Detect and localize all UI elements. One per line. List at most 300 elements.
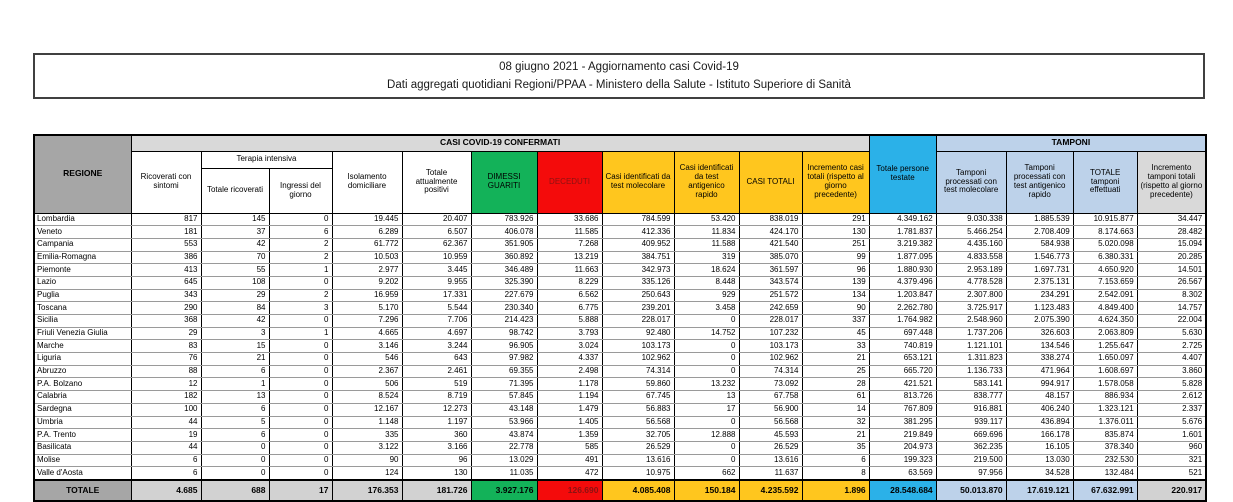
value-cell: 335 bbox=[332, 429, 402, 442]
value-cell: 3.860 bbox=[1137, 365, 1206, 378]
value-cell: 0 bbox=[269, 315, 332, 328]
value-cell: 139 bbox=[802, 276, 869, 289]
header-incremento-tamponi: Incremento tamponi totali (rispetto al giorno precedente) bbox=[1137, 151, 1206, 213]
value-cell: 10.975 bbox=[602, 467, 674, 480]
total-value-cell: 67.632.991 bbox=[1073, 480, 1137, 501]
value-cell: 59.860 bbox=[602, 378, 674, 391]
value-cell: 22.778 bbox=[471, 441, 537, 454]
value-cell: 34.447 bbox=[1137, 213, 1206, 226]
value-cell: 21 bbox=[802, 429, 869, 442]
table-row bbox=[34, 454, 1206, 467]
header-casi-totali: CASI TOTALI bbox=[739, 151, 802, 213]
value-cell: 4.435.160 bbox=[936, 238, 1006, 251]
value-cell: 134.546 bbox=[1006, 340, 1073, 353]
table-row bbox=[34, 429, 1206, 442]
value-cell: 102.962 bbox=[602, 353, 674, 366]
value-cell: 0 bbox=[269, 213, 332, 226]
value-cell: 409.952 bbox=[602, 238, 674, 251]
value-cell: 16.105 bbox=[1006, 441, 1073, 454]
value-cell: 3.445 bbox=[402, 264, 471, 277]
value-cell: 1.136.733 bbox=[936, 365, 1006, 378]
value-cell: 1.359 bbox=[537, 429, 602, 442]
value-cell: 44 bbox=[131, 441, 201, 454]
value-cell: 1.601 bbox=[1137, 429, 1206, 442]
value-cell: 838.019 bbox=[739, 213, 802, 226]
value-cell: 74.314 bbox=[739, 365, 802, 378]
value-cell: 17 bbox=[674, 403, 739, 416]
value-cell: 472 bbox=[537, 467, 602, 480]
total-value-cell: 17 bbox=[269, 480, 332, 501]
total-label-cell: TOTALE bbox=[34, 480, 131, 501]
value-cell: 291 bbox=[802, 213, 869, 226]
value-cell: 130 bbox=[402, 467, 471, 480]
value-cell: 5.676 bbox=[1137, 416, 1206, 429]
value-cell: 26.529 bbox=[739, 441, 802, 454]
value-cell: 96 bbox=[402, 454, 471, 467]
value-cell: 84 bbox=[201, 302, 269, 315]
table-row bbox=[34, 441, 1206, 454]
value-cell: 413 bbox=[131, 264, 201, 277]
value-cell: 406.240 bbox=[1006, 403, 1073, 416]
value-cell: 70 bbox=[201, 251, 269, 264]
value-cell: 3.024 bbox=[537, 340, 602, 353]
value-cell: 360.892 bbox=[471, 251, 537, 264]
total-value-cell: 220.917 bbox=[1137, 480, 1206, 501]
table-row bbox=[34, 391, 1206, 404]
header-isolamento: Isolamento domiciliare bbox=[332, 151, 402, 213]
value-cell: 8.174.663 bbox=[1073, 226, 1137, 239]
value-cell: 817 bbox=[131, 213, 201, 226]
value-cell: 15 bbox=[201, 340, 269, 353]
value-cell: 204.973 bbox=[869, 441, 936, 454]
region-cell: Puglia bbox=[34, 289, 131, 302]
value-cell: 2.725 bbox=[1137, 340, 1206, 353]
value-cell: 34.528 bbox=[1006, 467, 1073, 480]
value-cell: 43.874 bbox=[471, 429, 537, 442]
value-cell: 0 bbox=[674, 365, 739, 378]
table-row bbox=[34, 467, 1206, 480]
value-cell: 3.793 bbox=[537, 327, 602, 340]
value-cell: 15.094 bbox=[1137, 238, 1206, 251]
region-cell: P.A. Trento bbox=[34, 429, 131, 442]
region-cell: Piemonte bbox=[34, 264, 131, 277]
value-cell: 63.569 bbox=[869, 467, 936, 480]
value-cell: 337 bbox=[802, 315, 869, 328]
value-cell: 4.665 bbox=[332, 327, 402, 340]
value-cell: 29 bbox=[131, 327, 201, 340]
value-cell: 42 bbox=[201, 315, 269, 328]
value-cell: 1.479 bbox=[537, 403, 602, 416]
value-cell: 3.166 bbox=[402, 441, 471, 454]
value-cell: 471.964 bbox=[1006, 365, 1073, 378]
value-cell: 583.141 bbox=[936, 378, 1006, 391]
header-tamponi-totale: TOTALE tamponi effettuati bbox=[1073, 151, 1137, 213]
value-cell: 108 bbox=[201, 276, 269, 289]
value-cell: 28 bbox=[802, 378, 869, 391]
value-cell: 4.697 bbox=[402, 327, 471, 340]
region-cell: Basilicata bbox=[34, 441, 131, 454]
value-cell: 20.407 bbox=[402, 213, 471, 226]
value-cell: 96.905 bbox=[471, 340, 537, 353]
value-cell: 8.229 bbox=[537, 276, 602, 289]
value-cell: 12 bbox=[131, 378, 201, 391]
header-terapia-ingressi: Ingressi del giorno bbox=[269, 168, 332, 213]
value-cell: 61 bbox=[802, 391, 869, 404]
value-cell: 45.593 bbox=[739, 429, 802, 442]
value-cell: 26.529 bbox=[602, 441, 674, 454]
covid-table bbox=[33, 134, 1207, 502]
region-cell: Toscana bbox=[34, 302, 131, 315]
table-row bbox=[34, 264, 1206, 277]
value-cell: 1.376.011 bbox=[1073, 416, 1137, 429]
value-cell: 6.507 bbox=[402, 226, 471, 239]
value-cell: 1.121.101 bbox=[936, 340, 1006, 353]
value-cell: 32.705 bbox=[602, 429, 674, 442]
value-cell: 2 bbox=[269, 251, 332, 264]
value-cell: 53.966 bbox=[471, 416, 537, 429]
value-cell: 33.686 bbox=[537, 213, 602, 226]
value-cell: 1.650.097 bbox=[1073, 353, 1137, 366]
value-cell: 2 bbox=[269, 289, 332, 302]
region-cell: Marche bbox=[34, 340, 131, 353]
value-cell: 2.612 bbox=[1137, 391, 1206, 404]
value-cell: 643 bbox=[402, 353, 471, 366]
value-cell: 83 bbox=[131, 340, 201, 353]
value-cell: 412.336 bbox=[602, 226, 674, 239]
region-cell: Molise bbox=[34, 454, 131, 467]
header-ricoverati: Ricoverati con sintomi bbox=[131, 151, 201, 213]
value-cell: 4.407 bbox=[1137, 353, 1206, 366]
value-cell: 1.781.837 bbox=[869, 226, 936, 239]
value-cell: 11.834 bbox=[674, 226, 739, 239]
table-row bbox=[34, 403, 1206, 416]
header-band-confermati: CASI COVID-19 CONFERMATI bbox=[131, 135, 869, 151]
value-cell: 1.123.483 bbox=[1006, 302, 1073, 315]
value-cell: 1.203.847 bbox=[869, 289, 936, 302]
value-cell: 11.588 bbox=[674, 238, 739, 251]
value-cell: 519 bbox=[402, 378, 471, 391]
value-cell: 994.917 bbox=[1006, 378, 1073, 391]
value-cell: 1.578.058 bbox=[1073, 378, 1137, 391]
value-cell: 319 bbox=[674, 251, 739, 264]
value-cell: 546 bbox=[332, 353, 402, 366]
value-cell: 35 bbox=[802, 441, 869, 454]
value-cell: 242.659 bbox=[739, 302, 802, 315]
value-cell: 2.542.091 bbox=[1073, 289, 1137, 302]
value-cell: 13.029 bbox=[471, 454, 537, 467]
value-cell: 0 bbox=[269, 416, 332, 429]
value-cell: 5.828 bbox=[1137, 378, 1206, 391]
value-cell: 5.630 bbox=[1137, 327, 1206, 340]
value-cell: 92.480 bbox=[602, 327, 674, 340]
value-cell: 62.367 bbox=[402, 238, 471, 251]
region-cell: Campania bbox=[34, 238, 131, 251]
value-cell: 6 bbox=[131, 454, 201, 467]
value-cell: 19 bbox=[131, 429, 201, 442]
value-cell: 6 bbox=[131, 467, 201, 480]
value-cell: 44 bbox=[131, 416, 201, 429]
value-cell: 6 bbox=[802, 454, 869, 467]
total-value-cell: 150.184 bbox=[674, 480, 739, 501]
value-cell: 99 bbox=[802, 251, 869, 264]
value-cell: 12.167 bbox=[332, 403, 402, 416]
value-cell: 100 bbox=[131, 403, 201, 416]
value-cell: 145 bbox=[201, 213, 269, 226]
value-cell: 182 bbox=[131, 391, 201, 404]
value-cell: 0 bbox=[269, 429, 332, 442]
table-header bbox=[34, 135, 1206, 213]
value-cell: 384.751 bbox=[602, 251, 674, 264]
value-cell: 813.726 bbox=[869, 391, 936, 404]
region-cell: Umbria bbox=[34, 416, 131, 429]
value-cell: 6.562 bbox=[537, 289, 602, 302]
value-cell: 506 bbox=[332, 378, 402, 391]
value-cell: 61.772 bbox=[332, 238, 402, 251]
value-cell: 2.337 bbox=[1137, 403, 1206, 416]
value-cell: 1.148 bbox=[332, 416, 402, 429]
region-cell: Sardegna bbox=[34, 403, 131, 416]
value-cell: 7.296 bbox=[332, 315, 402, 328]
value-cell: 6.380.331 bbox=[1073, 251, 1137, 264]
region-cell: Lombardia bbox=[34, 213, 131, 226]
value-cell: 767.809 bbox=[869, 403, 936, 416]
value-cell: 130 bbox=[802, 226, 869, 239]
value-cell: 0 bbox=[674, 315, 739, 328]
total-value-cell: 176.353 bbox=[332, 480, 402, 501]
value-cell: 0 bbox=[674, 416, 739, 429]
value-cell: 835.874 bbox=[1073, 429, 1137, 442]
value-cell: 362.235 bbox=[936, 441, 1006, 454]
value-cell: 4.833.558 bbox=[936, 251, 1006, 264]
value-cell: 0 bbox=[201, 454, 269, 467]
value-cell: 421.540 bbox=[739, 238, 802, 251]
value-cell: 360 bbox=[402, 429, 471, 442]
value-cell: 251 bbox=[802, 238, 869, 251]
value-cell: 97.956 bbox=[936, 467, 1006, 480]
value-cell: 1.194 bbox=[537, 391, 602, 404]
title-line-1: 08 giugno 2021 - Aggiornamento casi Covid-19 bbox=[499, 61, 739, 73]
value-cell: 6 bbox=[201, 429, 269, 442]
value-cell: 14.752 bbox=[674, 327, 739, 340]
value-cell: 1.885.539 bbox=[1006, 213, 1073, 226]
value-cell: 653.121 bbox=[869, 353, 936, 366]
value-cell: 45 bbox=[802, 327, 869, 340]
value-cell: 0 bbox=[269, 353, 332, 366]
total-row bbox=[34, 480, 1206, 501]
value-cell: 11.637 bbox=[739, 467, 802, 480]
value-cell: 181 bbox=[131, 226, 201, 239]
region-cell: Valle d'Aosta bbox=[34, 467, 131, 480]
header-terapia-totale: Totale ricoverati bbox=[201, 168, 269, 213]
value-cell: 13.616 bbox=[739, 454, 802, 467]
total-value-cell: 181.726 bbox=[402, 480, 471, 501]
table-row bbox=[34, 251, 1206, 264]
value-cell: 0 bbox=[674, 353, 739, 366]
value-cell: 103.173 bbox=[602, 340, 674, 353]
value-cell: 3.458 bbox=[674, 302, 739, 315]
region-cell: Abruzzo bbox=[34, 365, 131, 378]
table-row bbox=[34, 378, 1206, 391]
value-cell: 662 bbox=[674, 467, 739, 480]
value-cell: 71.395 bbox=[471, 378, 537, 391]
total-value-cell: 3.927.176 bbox=[471, 480, 537, 501]
value-cell: 5.888 bbox=[537, 315, 602, 328]
value-cell: 960 bbox=[1137, 441, 1206, 454]
value-cell: 13 bbox=[674, 391, 739, 404]
value-cell: 0 bbox=[269, 378, 332, 391]
value-cell: 234.291 bbox=[1006, 289, 1073, 302]
value-cell: 250.643 bbox=[602, 289, 674, 302]
value-cell: 929 bbox=[674, 289, 739, 302]
value-cell: 585 bbox=[537, 441, 602, 454]
value-cell: 9.030.338 bbox=[936, 213, 1006, 226]
table-row bbox=[34, 416, 1206, 429]
value-cell: 9.202 bbox=[332, 276, 402, 289]
value-cell: 740.819 bbox=[869, 340, 936, 353]
value-cell: 3.146 bbox=[332, 340, 402, 353]
value-cell: 0 bbox=[269, 365, 332, 378]
covid-table-wrapper bbox=[33, 134, 1207, 502]
header-persone-testate: Totale persone testate bbox=[869, 135, 936, 213]
value-cell: 102.962 bbox=[739, 353, 802, 366]
value-cell: 8.448 bbox=[674, 276, 739, 289]
value-cell: 2.977 bbox=[332, 264, 402, 277]
table-row bbox=[34, 213, 1206, 226]
table-row bbox=[34, 365, 1206, 378]
value-cell: 784.599 bbox=[602, 213, 674, 226]
value-cell: 9.955 bbox=[402, 276, 471, 289]
table-row bbox=[34, 289, 1206, 302]
value-cell: 251.572 bbox=[739, 289, 802, 302]
value-cell: 7.706 bbox=[402, 315, 471, 328]
value-cell: 386 bbox=[131, 251, 201, 264]
value-cell: 669.696 bbox=[936, 429, 1006, 442]
value-cell: 239.201 bbox=[602, 302, 674, 315]
value-cell: 385.070 bbox=[739, 251, 802, 264]
value-cell: 107.232 bbox=[739, 327, 802, 340]
value-cell: 0 bbox=[201, 441, 269, 454]
total-value-cell: 4.085.408 bbox=[602, 480, 674, 501]
value-cell: 56.568 bbox=[739, 416, 802, 429]
value-cell: 0 bbox=[269, 467, 332, 480]
total-value-cell: 4.235.592 bbox=[739, 480, 802, 501]
value-cell: 20.285 bbox=[1137, 251, 1206, 264]
value-cell: 5.466.254 bbox=[936, 226, 1006, 239]
value-cell: 351.905 bbox=[471, 238, 537, 251]
value-cell: 90 bbox=[332, 454, 402, 467]
value-cell: 4.624.350 bbox=[1073, 315, 1137, 328]
value-cell: 76 bbox=[131, 353, 201, 366]
value-cell: 5.170 bbox=[332, 302, 402, 315]
value-cell: 338.274 bbox=[1006, 353, 1073, 366]
value-cell: 1.608.697 bbox=[1073, 365, 1137, 378]
value-cell: 12.273 bbox=[402, 403, 471, 416]
region-cell: Lazio bbox=[34, 276, 131, 289]
value-cell: 5.020.098 bbox=[1073, 238, 1137, 251]
value-cell: 134 bbox=[802, 289, 869, 302]
value-cell: 553 bbox=[131, 238, 201, 251]
value-cell: 132.484 bbox=[1073, 467, 1137, 480]
header-band-tamponi: TAMPONI bbox=[936, 135, 1206, 151]
region-cell: Emilia-Romagna bbox=[34, 251, 131, 264]
value-cell: 26.567 bbox=[1137, 276, 1206, 289]
table-body bbox=[34, 213, 1206, 480]
value-cell: 0 bbox=[674, 454, 739, 467]
value-cell: 37 bbox=[201, 226, 269, 239]
table-row bbox=[34, 302, 1206, 315]
value-cell: 491 bbox=[537, 454, 602, 467]
value-cell: 1 bbox=[269, 327, 332, 340]
value-cell: 5.544 bbox=[402, 302, 471, 315]
value-cell: 2.953.189 bbox=[936, 264, 1006, 277]
value-cell: 4.650.920 bbox=[1073, 264, 1137, 277]
value-cell: 56.568 bbox=[602, 416, 674, 429]
value-cell: 343 bbox=[131, 289, 201, 302]
table-row bbox=[34, 226, 1206, 239]
table-row bbox=[34, 340, 1206, 353]
header-guariti: DIMESSI GUARITI bbox=[471, 151, 537, 213]
header-tamponi-antigenico: Tamponi processati con test antigenico rapido bbox=[1006, 151, 1073, 213]
value-cell: 321 bbox=[1137, 454, 1206, 467]
total-value-cell: 688 bbox=[201, 480, 269, 501]
value-cell: 8.719 bbox=[402, 391, 471, 404]
value-cell: 219.500 bbox=[936, 454, 1006, 467]
value-cell: 43.148 bbox=[471, 403, 537, 416]
value-cell: 406.078 bbox=[471, 226, 537, 239]
value-cell: 56.883 bbox=[602, 403, 674, 416]
value-cell: 916.881 bbox=[936, 403, 1006, 416]
value-cell: 228.017 bbox=[602, 315, 674, 328]
value-cell: 381.295 bbox=[869, 416, 936, 429]
value-cell: 97.982 bbox=[471, 353, 537, 366]
value-cell: 4.349.162 bbox=[869, 213, 936, 226]
value-cell: 1.764.982 bbox=[869, 315, 936, 328]
value-cell: 436.894 bbox=[1006, 416, 1073, 429]
value-cell: 1 bbox=[201, 378, 269, 391]
value-cell: 0 bbox=[674, 441, 739, 454]
value-cell: 227.679 bbox=[471, 289, 537, 302]
value-cell: 343.574 bbox=[739, 276, 802, 289]
value-cell: 1.311.823 bbox=[936, 353, 1006, 366]
value-cell: 939.117 bbox=[936, 416, 1006, 429]
value-cell: 2.708.409 bbox=[1006, 226, 1073, 239]
header-deceduti: DECEDUTI bbox=[537, 151, 602, 213]
value-cell: 2.461 bbox=[402, 365, 471, 378]
value-cell: 21 bbox=[201, 353, 269, 366]
total-value-cell: 1.896 bbox=[802, 480, 869, 501]
value-cell: 19.445 bbox=[332, 213, 402, 226]
total-value-cell: 17.619.121 bbox=[1006, 480, 1073, 501]
region-cell: Calabria bbox=[34, 391, 131, 404]
value-cell: 14 bbox=[802, 403, 869, 416]
value-cell: 55 bbox=[201, 264, 269, 277]
value-cell: 665.720 bbox=[869, 365, 936, 378]
value-cell: 21 bbox=[802, 353, 869, 366]
value-cell: 13.030 bbox=[1006, 454, 1073, 467]
value-cell: 124 bbox=[332, 467, 402, 480]
value-cell: 0 bbox=[269, 391, 332, 404]
value-cell: 335.126 bbox=[602, 276, 674, 289]
value-cell: 1.405 bbox=[537, 416, 602, 429]
value-cell: 2 bbox=[269, 238, 332, 251]
value-cell: 886.934 bbox=[1073, 391, 1137, 404]
value-cell: 1.255.647 bbox=[1073, 340, 1137, 353]
value-cell: 1.178 bbox=[537, 378, 602, 391]
value-cell: 421.521 bbox=[869, 378, 936, 391]
value-cell: 6 bbox=[201, 403, 269, 416]
value-cell: 214.423 bbox=[471, 315, 537, 328]
value-cell: 28.482 bbox=[1137, 226, 1206, 239]
